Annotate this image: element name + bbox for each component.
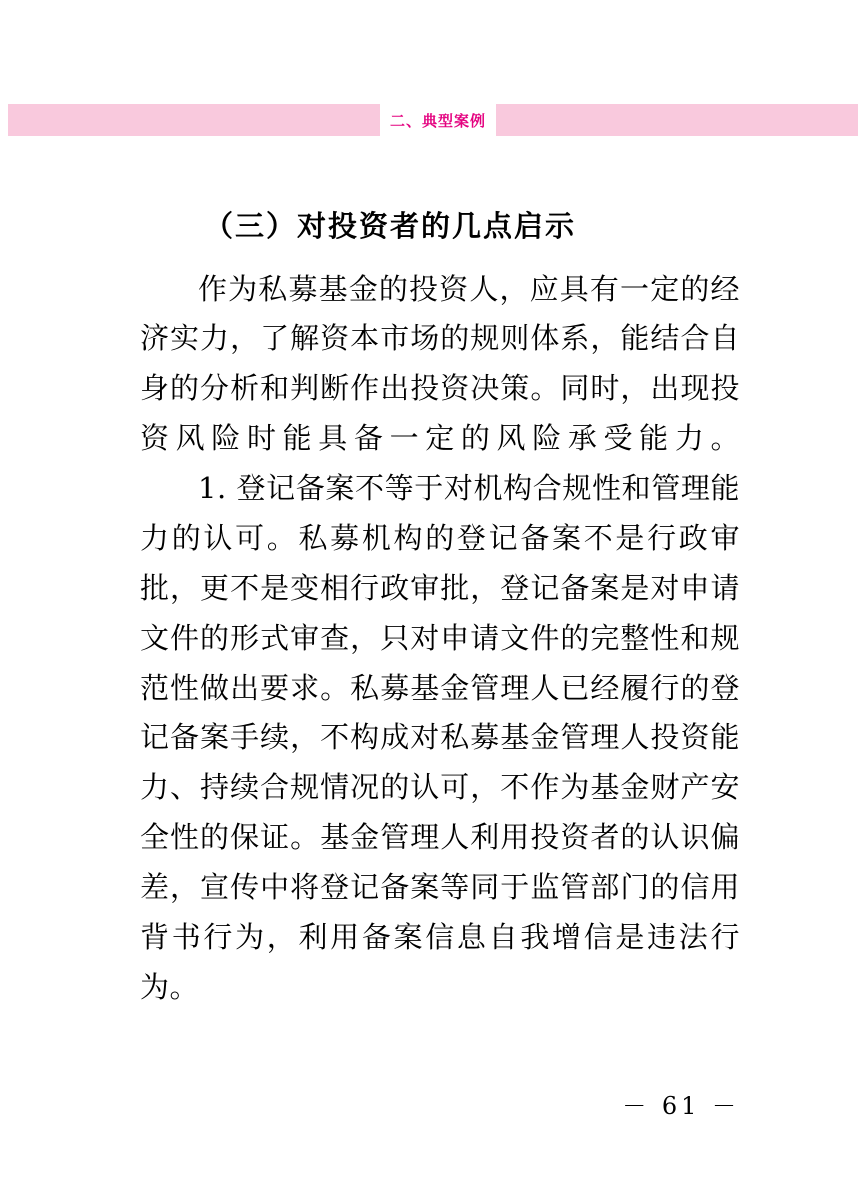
page-number: － 61 － [622, 1092, 740, 1120]
running-header-band [8, 104, 858, 136]
header-band-right [496, 104, 858, 136]
body-paragraph: 作为私募基金的投资人，应具有一定的经济实力，了解资本市场的规则体系，能结合自身的分析和判断作出投资决策。同时，出现投资风险时能具备一定的风险承受能力。 [140, 271, 740, 456]
page-content [140, 205, 740, 1013]
body-paragraph: 1. 登记备案不等于对机构合规性和管理能力的认可。私募机构的登记备案不是行政审批，更不是变相行政审批，登记备案是对申请文件的形式审查，只对申请文件的完整性和规范性做出要求。私募基金管理人已经履行的登记备案手续，不构成对私募基金管理人投资能力、持续合规情况的认可，不作为基金财产安全性的保证。基金管理人利用投资者的认识偏差，宣传中将登记备案等同于监管部门的信用背书行为，利用备案信息自我增信是违法行为。 [140, 471, 740, 1004]
running-header-title: 二、典型案例 [380, 104, 496, 136]
section-heading: （三）对投资者的几点启示 [204, 209, 577, 243]
header-band-left [8, 104, 380, 136]
